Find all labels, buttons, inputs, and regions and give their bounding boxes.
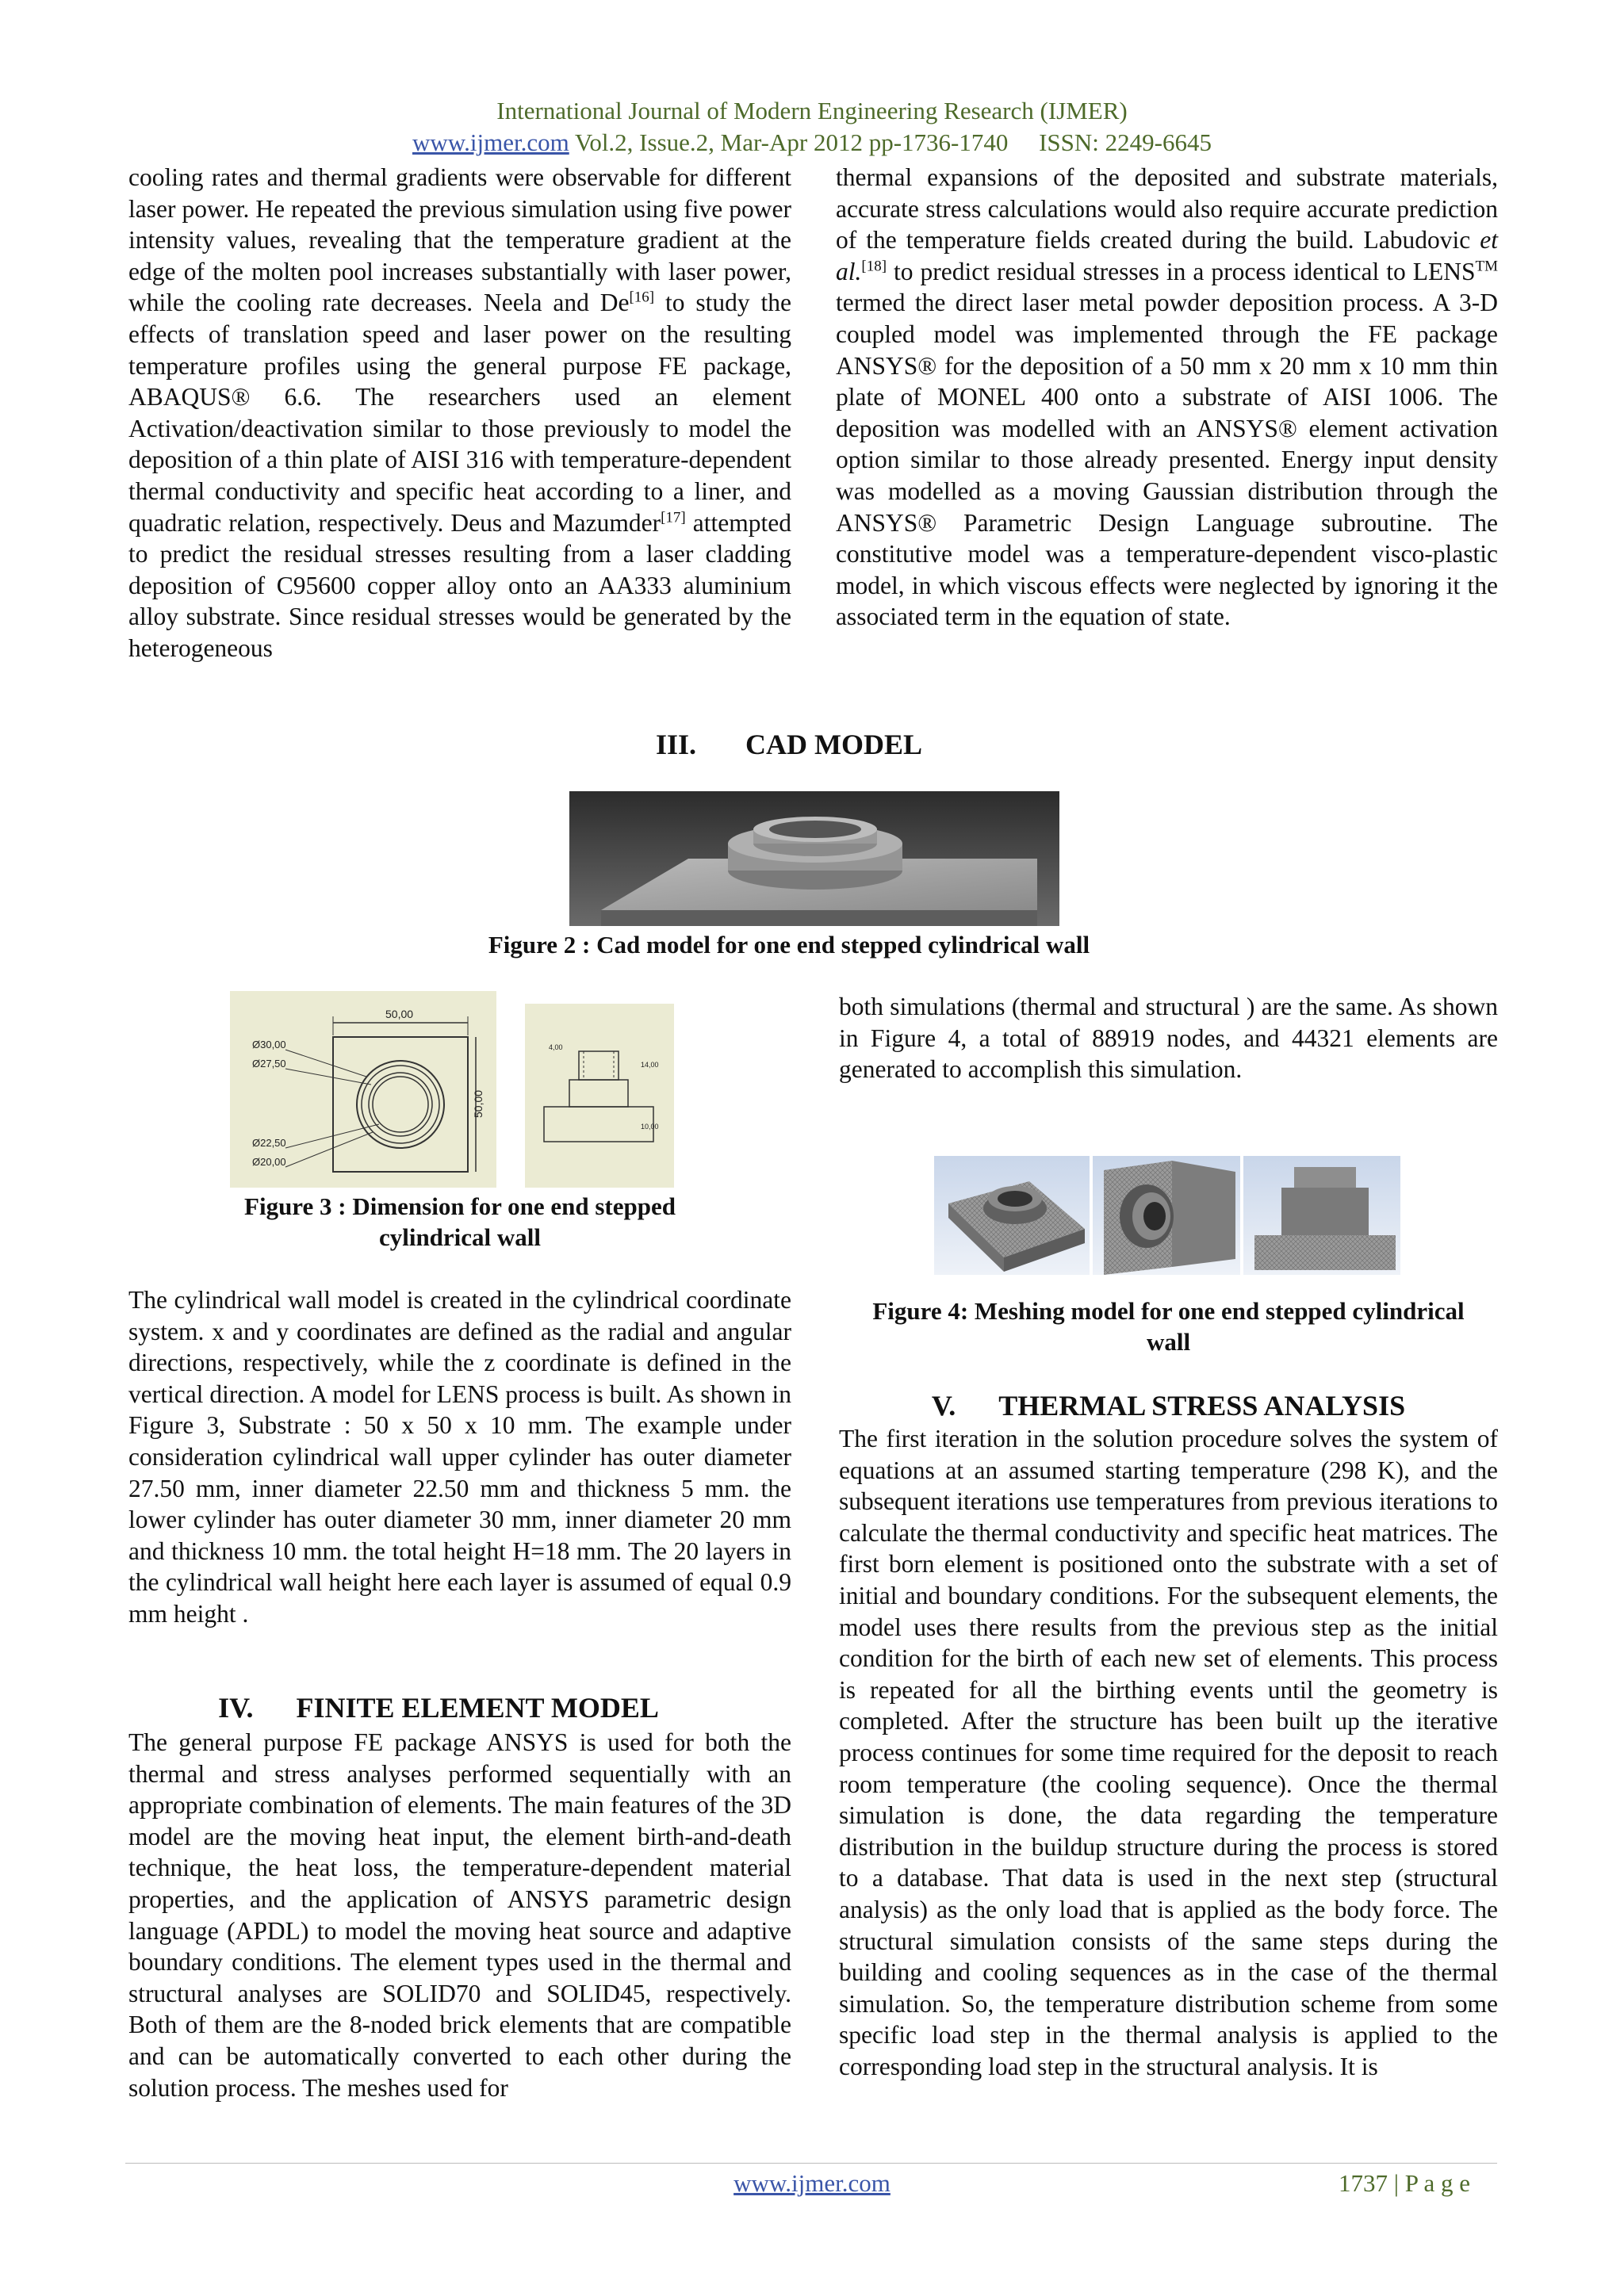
footer-link[interactable]: www.ijmer.com — [733, 2169, 891, 2197]
page-number: 1737 | P a g e — [1339, 2169, 1471, 2197]
right-column-top: thermal expansions of the deposited and substrate materials, accurate stress calculations would also require accurate prediction of the temperature fields created during the build. Labudovic et al.[18] to predict residual stresses in a process identical to LENS™ termed the direct laser metal powder deposition process. A 3-D coupled model was implemented through the FE package ANSYS® for the deposition of a 50 mm x 20 mm x 10 mm thin plate of MONEL 400 onto a substrate of AISI 1006. The deposition was modelled with an ANSYS® element activation option similar to those already presented. Energy input density was modelled as a moving Gaussian distribution through the ANSYS® Parametric Design Language subroutine. The constitutive model was a temperature-dependent visco-plastic model, in which viscous effects were neglected by ignoring it the associated term in the equation of state. — [836, 163, 1498, 631]
citation-16: [16] — [629, 289, 655, 306]
dim-d27: Ø27,50 — [252, 1058, 286, 1070]
dim-d20: Ø20,00 — [252, 1156, 286, 1168]
height-dimension: 50,00 — [472, 1089, 485, 1118]
journal-link[interactable]: www.ijmer.com — [412, 128, 569, 156]
journal-issue-line — [0, 128, 1624, 157]
mesh-view-iso — [934, 1156, 1090, 1275]
journal-title: International Journal of Modern Engineering Research (IJMER) — [496, 97, 1128, 124]
dim-d30: Ø30,00 — [252, 1039, 286, 1050]
left-column-top: cooling rates and thermal gradients were observable for different laser power. He repeated the previous simulation using five power intensity values, revealing that the temperature gradient at the edge of the molten pool increases substantially with laser power, while the cooling rate decreases. Neela and De[16] to study the effects of translation speed and laser power on the resulting temperature profiles using the general purpose FE package, ABAQUS® 6.6. The researchers used an element Activation/deactivation similar to those previously to model the deposition of a thin plate of AISI 316 with temperature-dependent thermal conductivity and specific heat according to a liner, and quadratic relation, respectively. Deus and Mazumder[17] attempted to predict the residual stresses resulting from a laser cladding deposition of C95600 copper alloy onto an AA333 aluminium alloy substrate. Since residual stresses would be generated by the heterogeneous — [128, 163, 791, 662]
side-dim-4: 4,00 — [549, 1043, 563, 1051]
figure-4-mesh-renders — [934, 1156, 1400, 1281]
figure-2-caption: Figure 2 : Cad model for one end stepped cylindrical wall — [488, 931, 1090, 959]
side-dim-14: 14,00 — [641, 1061, 659, 1069]
citation-18: [18] — [861, 258, 887, 275]
trademark-sup: TM — [1475, 258, 1498, 275]
mesh-view-front — [1093, 1156, 1240, 1275]
width-dimension: 50,00 — [385, 1008, 414, 1020]
section-3-heading: III. CAD MODEL — [655, 729, 923, 760]
left-column-cad-text: The cylindrical wall model is created in the cylindrical coordinate system. x and y coordinates are defined as the radial and angular directions, respectively, while the z coordinate is defined in the vertical direction. A model for LENS process is built. As shown in Figure 3, Substrate : 50 x 50 x 10 mm. The example under consideration cylindrical wall upper cylinder has outer diameter 27.50 mm, inner diameter 22.50 mm and thickness 5 mm. the lower cylinder has outer diameter 30 mm, inner diameter 20 mm and thickness 10 mm. the total height H=18 mm. The 20 layers in the cylindrical wall height here each layer is assumed of equal 0.9 mm height . — [128, 1286, 791, 1628]
issue-info: Vol.2, Issue.2, Mar-Apr 2012 pp-1736-1740 ISSN: 2249-6645 — [569, 128, 1212, 156]
mesh-view-side — [1243, 1156, 1400, 1275]
right-column-thermal-text: The first iteration in the solution procedure solves the system of equations at an assumed starting temperature (298 K), and the subsequent iterations use temperatures from previous iterations to calculate the thermal conductivity and specific heat matrices. The first born element is positioned onto the substrate with a set of initial and boundary conditions. For the subsequent elements, the model uses there results from the previous step as the initial condition for the birth of each new set of elements. This process is repeated for all the birthing events until the geometry is completed. After the structure has been built up the iterative process continues for some time required for the deposit to reach room temperature (the cooling sequence). Once the thermal simulation is done, the data regarding the temperature distribution in the buildup structure during the process is stored to a database. That data is used in the next step (structural analysis) as the only load that is applied as the body force. The structural simulation consists of the same steps during the building and cooling sequences as in the case of the thermal simulation. So, the temperature distribution scheme from some specific load step in the thermal analysis is applied to the corresponding load step in the structural analysis. It is — [839, 1425, 1498, 2080]
section-5-heading: V. THERMAL STRESS ANALYSIS — [931, 1390, 1406, 1422]
citation-17: [17] — [661, 509, 686, 526]
figure-4-caption: Figure 4: Meshing model for one end stepped cylindrical wall — [872, 1297, 1465, 1356]
cad-model-image — [569, 791, 1059, 926]
left-column-fe-text: The general purpose FE package ANSYS is used for both the thermal and stress analyses performed sequentially with an appropriate combination of elements. The main features of the 3D model are the moving heat input, the element birth-and-death technique, the heat loss, the temperature-dependent material properties, and the application of ANSYS parametric design language (APDL) to model the moving heat source and adaptive boundary conditions. The element types used in the thermal and structural analyses are SOLID70 and SOLID45, respectively. Both of them are the 8-noded brick elements that are compatible and can be automatically converted to each other during the solution process. The meshes used for — [128, 1728, 791, 2102]
side-dim-10: 10,00 — [641, 1123, 659, 1131]
dim-d22: Ø22,50 — [252, 1137, 286, 1149]
figure-3-top-view — [230, 991, 496, 1188]
figure-2-cad-render — [569, 791, 1059, 926]
section-4-heading: IV. FINITE ELEMENT MODEL — [218, 1692, 659, 1724]
figure-3-caption: Figure 3 : Dimension for one end stepped cylindrical wall — [244, 1192, 676, 1251]
footer-rule — [125, 2163, 1497, 2164]
right-column-mesh-text: both simulations (thermal and structural ) are the same. As shown in Figure 4, a total of 88919 nodes, and 44321 elements are generated to accomplish this simulation. — [839, 993, 1498, 1084]
figure-3-side-view — [525, 1004, 674, 1188]
